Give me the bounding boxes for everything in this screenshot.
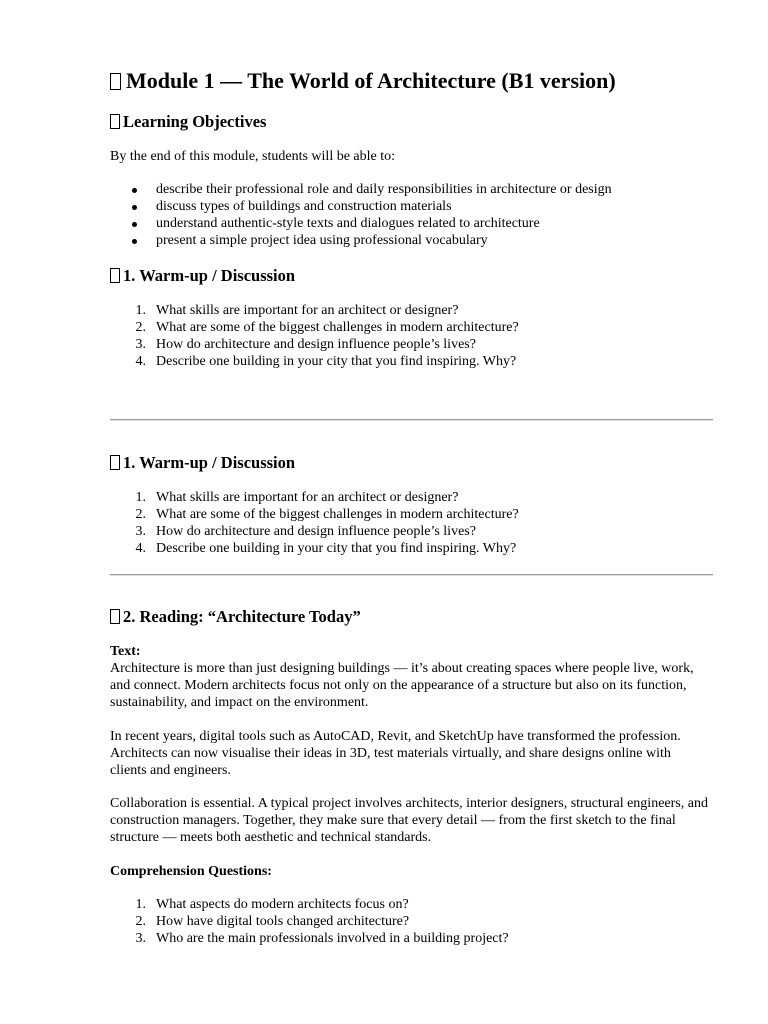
bullet-icon [132, 222, 137, 227]
comprehension-questions [110, 896, 509, 947]
divider [110, 574, 713, 576]
list-item: 3. How do architecture and design influence people’s lives? [135, 337, 476, 352]
list-item: 3. How do architecture and design influence people’s lives? [135, 524, 476, 539]
page-title: Module 1 — The World of Architecture (B1 version) [110, 68, 616, 94]
reading-heading: 2. Reading: “Architecture Today” [110, 607, 361, 627]
list-item: describe their professional role and daily responsibilities in architecture or design [110, 181, 612, 198]
missing-glyph-icon [110, 455, 120, 470]
list-item: 2. How have digital tools changed architecture? [135, 914, 410, 929]
bullet-icon [132, 205, 137, 210]
list-item: understand authentic-style texts and dialogues related to architecture [110, 215, 612, 232]
list-item: 1. What skills are important for an architect or designer? [135, 303, 459, 318]
objectives-intro: By the end of this module, students will be able to: [110, 149, 396, 164]
comprehension-label: Comprehension Questions: [110, 864, 272, 879]
list-item: 4. Describe one building in your city that you find inspiring. Why? [135, 354, 517, 369]
divider [110, 419, 713, 421]
list-item: 2. What are some of the biggest challenges in modern architecture? [135, 320, 519, 335]
missing-glyph-icon [110, 268, 120, 283]
bullet-icon [132, 239, 137, 244]
objectives-list [110, 181, 612, 249]
warmup-repeat-questions [110, 489, 519, 557]
missing-glyph-icon [110, 73, 121, 90]
list-item: 2. What are some of the biggest challenges in modern architecture? [135, 507, 519, 522]
list-item: 3. Who are the main professionals involved in a building project? [135, 931, 509, 946]
text-label: Text: [110, 644, 141, 659]
warmup-questions [110, 302, 519, 370]
reading-paragraph: Architecture is more than just designing buildings — it’s about creating spaces where people live, work, and connect. Modern architects focus not only on the appearance of a structure but also on its function, sustainability, and impact on the environment. [110, 661, 694, 710]
list-item: 1. What skills are important for an architect or designer? [135, 490, 459, 505]
objectives-heading: Learning Objectives [110, 112, 266, 132]
reading-paragraph: Collaboration is essential. A typical project involves architects, interior designers, structural engineers, and construction managers. Together, they make sure that every detail — from the first sketch to the final structure — meets both aesthetic and technical standards. [110, 796, 708, 845]
list-item: 4. Describe one building in your city that you find inspiring. Why? [135, 541, 517, 556]
bullet-icon [132, 188, 137, 193]
missing-glyph-icon [110, 609, 120, 624]
reading-paragraph: In recent years, digital tools such as AutoCAD, Revit, and SketchUp have transformed the profession. Architects can now visualise their ideas in 3D, test materials virtually, and share designs online with clients and engineers. [110, 729, 681, 778]
list-item: present a simple project idea using professional vocabulary [110, 232, 612, 249]
warmup-repeat-heading: 1. Warm-up / Discussion [110, 453, 295, 473]
list-item: 1. What aspects do modern architects focus on? [135, 897, 409, 912]
list-item: discuss types of buildings and construction materials [110, 198, 612, 215]
warmup-heading: 1. Warm-up / Discussion [110, 266, 295, 286]
missing-glyph-icon [110, 114, 120, 129]
